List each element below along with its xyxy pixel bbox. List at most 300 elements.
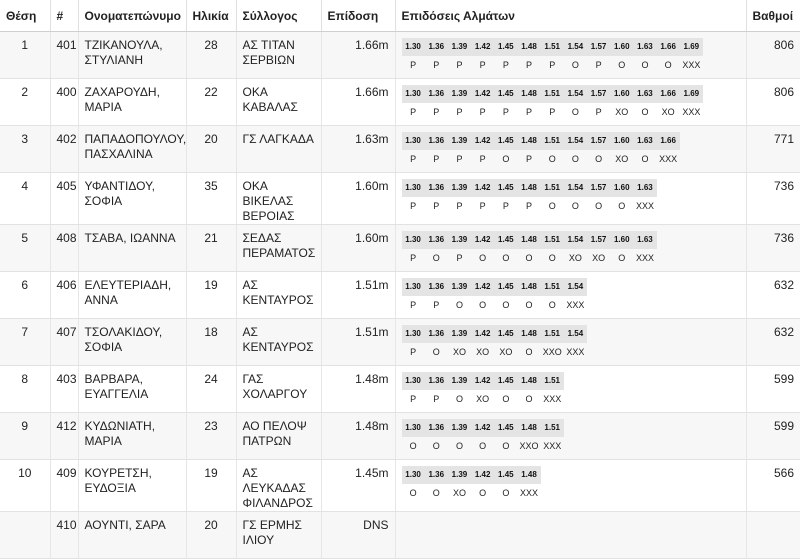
header-points: Βαθμοί xyxy=(746,0,800,32)
attempt-result: P xyxy=(456,154,463,164)
bib-value: 400 xyxy=(56,85,77,99)
attempt-height: 1.51 xyxy=(541,419,564,437)
attempt-result: P xyxy=(526,154,533,164)
table-row xyxy=(0,225,800,272)
attempt-result: P xyxy=(502,201,509,211)
attempt-height: 1.42 xyxy=(471,179,494,197)
attempt-height: 1.60 xyxy=(610,38,633,56)
club-name-line: ΑΣ xyxy=(242,278,258,292)
attempt-height: 1.63 xyxy=(633,85,656,103)
table-row xyxy=(0,126,800,173)
attempts-cell xyxy=(395,460,746,512)
bib-value: 410 xyxy=(56,518,77,532)
attempt-height: 1.39 xyxy=(448,231,471,249)
attempt-height: 1.30 xyxy=(402,231,425,249)
attempt-result: O xyxy=(502,394,510,404)
points-cell xyxy=(746,366,800,413)
attempt-result: P xyxy=(502,60,509,70)
attempt-height: 1.39 xyxy=(448,179,471,197)
attempt-height: 1.48 xyxy=(517,179,540,197)
age-value: 28 xyxy=(204,38,218,52)
athlete-name-lines xyxy=(85,419,180,449)
attempt-result: O xyxy=(502,441,510,451)
attempt-result: P xyxy=(410,253,417,263)
attempt-height: 1.66 xyxy=(657,38,680,56)
rank-cell xyxy=(0,272,50,319)
attempt-height: 1.57 xyxy=(587,179,610,197)
attempts-grid xyxy=(402,179,740,214)
header-name: Ονοματεπώνυμο xyxy=(78,0,186,32)
athlete-name-line: ΕΥΑΓΓΕΛΙΑ xyxy=(84,387,149,401)
age-value: 19 xyxy=(204,466,218,480)
age-cell xyxy=(186,126,236,173)
name-cell xyxy=(78,319,186,366)
attempt-result: O xyxy=(455,300,463,310)
rank-value: 6 xyxy=(21,278,29,292)
attempt-result: XO xyxy=(615,154,629,164)
mark-value: 1.63m xyxy=(355,132,389,146)
attempt-height: 1.42 xyxy=(471,325,494,343)
attempt-result: O xyxy=(641,107,649,117)
name-cell xyxy=(78,272,186,319)
attempt-heights xyxy=(402,38,740,56)
attempt-result: O xyxy=(595,201,603,211)
age-cell xyxy=(186,460,236,512)
attempt-result: O xyxy=(641,60,649,70)
header-rank: Θέση xyxy=(0,0,50,32)
rank-value: 5 xyxy=(21,231,29,245)
attempt-height: 1.39 xyxy=(448,466,471,484)
attempts-grid xyxy=(402,38,740,73)
club-name-lines xyxy=(243,179,315,224)
attempt-result: XO xyxy=(452,488,466,498)
table-row xyxy=(0,32,800,79)
attempt-results xyxy=(402,391,740,407)
attempt-height: 1.48 xyxy=(517,419,540,437)
attempt-height: 1.42 xyxy=(471,419,494,437)
age-value: 20 xyxy=(204,518,218,532)
club-name-line: ΚΕΝΤΑΥΡΟΣ xyxy=(242,293,314,307)
rank-value: 10 xyxy=(18,466,32,480)
rank-value: 1 xyxy=(21,38,29,52)
points-value: 632 xyxy=(773,278,794,292)
attempt-height: 1.30 xyxy=(402,466,425,484)
mark-cell xyxy=(321,225,395,272)
athlete-name-line: ΚΥΔΩΝΙΑΤΗ, xyxy=(84,419,156,433)
attempt-height: 1.63 xyxy=(633,38,656,56)
attempt-height: 1.42 xyxy=(471,372,494,390)
attempt-results xyxy=(402,250,740,266)
attempt-results xyxy=(402,104,740,120)
mark-cell xyxy=(321,319,395,366)
attempt-result: XXX xyxy=(659,154,678,164)
attempts-grid xyxy=(402,278,740,313)
athlete-name-lines xyxy=(85,518,180,533)
attempts-cell xyxy=(395,272,746,319)
attempt-result: XO xyxy=(476,347,490,357)
header-attempts: Επιδόσεις Αλμάτων xyxy=(395,0,746,32)
attempt-result: O xyxy=(618,60,626,70)
bib-cell xyxy=(50,32,78,79)
attempt-height: 1.57 xyxy=(587,132,610,150)
attempt-result: O xyxy=(548,154,556,164)
attempt-height: 1.51 xyxy=(541,179,564,197)
athlete-name-line: ΕΥΔΟΞΙΑ xyxy=(84,481,136,495)
bib-cell xyxy=(50,460,78,512)
athlete-name-line: ΖΑΧΑΡΟΥΔΗ, xyxy=(84,85,160,99)
athlete-name-line: ΣΟΦΙΑ xyxy=(84,340,123,354)
age-cell xyxy=(186,32,236,79)
attempt-height: 1.54 xyxy=(564,132,587,150)
table-row xyxy=(0,319,800,366)
athlete-name-lines xyxy=(85,466,180,496)
attempt-height: 1.45 xyxy=(494,179,517,197)
name-cell xyxy=(78,512,186,559)
attempts-grid xyxy=(402,85,740,120)
attempt-height: 1.54 xyxy=(564,85,587,103)
attempt-height: 1.60 xyxy=(610,85,633,103)
attempt-result: O xyxy=(479,300,487,310)
attempt-result: XXX xyxy=(566,300,585,310)
attempt-height: 1.48 xyxy=(517,372,540,390)
attempts-cell xyxy=(395,366,746,413)
attempt-result: P xyxy=(433,201,440,211)
bib-cell xyxy=(50,413,78,460)
attempt-height: 1.36 xyxy=(425,325,448,343)
attempts-grid xyxy=(402,132,740,167)
rank-cell xyxy=(0,32,50,79)
attempt-height: 1.51 xyxy=(541,372,564,390)
club-name-lines xyxy=(243,278,315,308)
attempt-result: O xyxy=(525,300,533,310)
attempt-height: 1.36 xyxy=(425,179,448,197)
attempt-results xyxy=(402,344,740,360)
name-cell xyxy=(78,173,186,225)
mark-cell xyxy=(321,460,395,512)
athlete-name-line: ΣΤΥΛΙΑΝΗ xyxy=(84,53,144,67)
attempt-result: XO xyxy=(592,253,606,263)
attempt-result: O xyxy=(409,441,417,451)
athlete-name-line: ΑΟΥΝΤΙ, ΣΑΡΑ xyxy=(84,518,166,532)
points-value: 806 xyxy=(773,38,794,52)
attempt-height: 1.36 xyxy=(425,85,448,103)
attempt-height: 1.63 xyxy=(633,132,656,150)
name-cell xyxy=(78,460,186,512)
athlete-name-line: ΕΛΕΥΤΕΡΙΑΔΗ, xyxy=(84,278,172,292)
attempt-height: 1.30 xyxy=(402,278,425,296)
mark-value: 1.60m xyxy=(355,231,389,245)
attempts-grid xyxy=(402,419,740,454)
rank-cell xyxy=(0,460,50,512)
club-name-line: ΓΣ ΛΑΓΚΑΔΑ xyxy=(242,132,314,146)
table-row xyxy=(0,272,800,319)
mark-cell xyxy=(321,366,395,413)
bib-cell xyxy=(50,79,78,126)
attempts-grid xyxy=(402,466,740,501)
club-name-lines xyxy=(243,132,315,147)
attempt-height: 1.54 xyxy=(564,278,587,296)
club-name-line: ΟΚΑ ΚΑΒΑΛΑΣ xyxy=(242,85,298,114)
header-club: Σύλλογος xyxy=(236,0,321,32)
athlete-name-line: ΚΟΥΡΕΤΣΗ, xyxy=(84,466,152,480)
rank-cell xyxy=(0,225,50,272)
age-value: 18 xyxy=(204,325,218,339)
attempt-result: XXX xyxy=(520,488,539,498)
attempt-height: 1.30 xyxy=(402,85,425,103)
rank-cell xyxy=(0,413,50,460)
attempt-height: 1.45 xyxy=(494,466,517,484)
rank-cell xyxy=(0,79,50,126)
athlete-name-lines xyxy=(85,179,180,209)
attempt-result: XXO xyxy=(519,441,539,451)
club-name-lines xyxy=(243,85,315,115)
attempt-height: 1.60 xyxy=(610,132,633,150)
age-value: 24 xyxy=(204,372,218,386)
table-row xyxy=(0,173,800,225)
attempt-height: 1.36 xyxy=(425,372,448,390)
bib-cell xyxy=(50,319,78,366)
bib-value: 408 xyxy=(56,231,77,245)
attempt-result: O xyxy=(502,253,510,263)
attempts-grid xyxy=(402,372,740,407)
attempt-result: O xyxy=(618,201,626,211)
attempt-result: P xyxy=(549,107,556,117)
table-row xyxy=(0,79,800,126)
rank-cell xyxy=(0,512,50,559)
club-name-lines xyxy=(243,231,315,261)
club-cell xyxy=(236,366,321,413)
attempt-result: XO xyxy=(476,394,490,404)
rank-value: 9 xyxy=(21,419,29,433)
rank-cell xyxy=(0,126,50,173)
attempt-result: O xyxy=(409,488,417,498)
attempt-height: 1.45 xyxy=(494,38,517,56)
attempt-height: 1.66 xyxy=(657,85,680,103)
attempt-heights xyxy=(402,179,740,197)
mark-value: 1.48m xyxy=(355,419,389,433)
attempt-result: O xyxy=(548,201,556,211)
attempt-heights xyxy=(402,85,740,103)
club-name-line: ΑΣ ΤΙΤΑΝ xyxy=(242,38,295,52)
rank-value: 7 xyxy=(21,325,29,339)
attempt-height: 1.39 xyxy=(448,419,471,437)
attempt-result: O xyxy=(571,60,579,70)
club-name-line: ΓΣ ΕΡΜΗΣ xyxy=(242,518,302,532)
attempt-height: 1.51 xyxy=(541,38,564,56)
points-cell xyxy=(746,460,800,512)
club-cell xyxy=(236,126,321,173)
bib-cell xyxy=(50,512,78,559)
attempt-height: 1.45 xyxy=(494,325,517,343)
attempt-height: 1.60 xyxy=(610,179,633,197)
attempt-height: 1.48 xyxy=(517,466,540,484)
attempt-result: P xyxy=(410,60,417,70)
attempt-height: 1.45 xyxy=(494,419,517,437)
club-cell xyxy=(236,460,321,512)
attempt-result: XXX xyxy=(682,107,701,117)
attempt-result: O xyxy=(432,441,440,451)
athlete-name-lines xyxy=(85,85,180,115)
points-cell xyxy=(746,319,800,366)
rank-value: 2 xyxy=(21,85,29,99)
attempt-result: O xyxy=(548,300,556,310)
attempt-heights xyxy=(402,278,740,296)
attempt-height: 1.45 xyxy=(494,231,517,249)
bib-cell xyxy=(50,173,78,225)
age-value: 19 xyxy=(204,278,218,292)
points-value: 736 xyxy=(773,179,794,193)
attempt-height: 1.30 xyxy=(402,179,425,197)
attempt-height: 1.54 xyxy=(564,179,587,197)
attempt-results xyxy=(402,198,740,214)
attempt-result: P xyxy=(410,347,417,357)
club-name-line: ΒΕΡΟΙΑΣ xyxy=(242,209,295,223)
attempt-result: P xyxy=(456,60,463,70)
attempt-height: 1.30 xyxy=(402,132,425,150)
attempt-height: 1.48 xyxy=(517,132,540,150)
athlete-name-line: ΤΖΙΚΑΝΟΥΛΑ, xyxy=(84,38,163,52)
attempt-height: 1.48 xyxy=(517,231,540,249)
attempt-result: XXX xyxy=(543,394,562,404)
club-name-line: ΙΛΙΟΥ xyxy=(242,533,275,547)
age-value: 20 xyxy=(204,132,218,146)
mark-cell xyxy=(321,79,395,126)
club-cell xyxy=(236,225,321,272)
club-name-line: ΣΕΔΑΣ xyxy=(242,231,282,245)
attempt-height: 1.69 xyxy=(680,38,703,56)
attempt-height: 1.66 xyxy=(657,132,680,150)
club-name-lines xyxy=(243,325,315,355)
name-cell xyxy=(78,366,186,413)
attempt-result: O xyxy=(455,394,463,404)
attempt-result: P xyxy=(433,154,440,164)
mark-value: DNS xyxy=(363,518,389,532)
points-value: 566 xyxy=(773,466,794,480)
bib-value: 412 xyxy=(56,419,77,433)
athlete-name-line: ΣΟΦΙΑ xyxy=(84,194,123,208)
attempt-height: 1.48 xyxy=(517,278,540,296)
attempt-height: 1.36 xyxy=(425,419,448,437)
points-cell xyxy=(746,225,800,272)
attempt-result: P xyxy=(433,60,440,70)
name-cell xyxy=(78,413,186,460)
attempt-result: XXX xyxy=(682,60,701,70)
attempt-result: P xyxy=(479,60,486,70)
club-name-line: ΟΚΑ ΒΙΚΕΛΑΣ xyxy=(242,179,294,208)
attempt-height: 1.30 xyxy=(402,38,425,56)
athlete-name-line: ΠΑΠΑΔΟΠΟΥΛΟΥ, xyxy=(84,132,187,146)
bib-value: 405 xyxy=(56,179,77,193)
age-cell xyxy=(186,512,236,559)
attempt-results xyxy=(402,57,740,73)
athlete-name-lines xyxy=(85,231,180,246)
attempt-heights xyxy=(402,325,740,343)
athlete-name-line: ΥΦΑΝΤΙΔΟΥ, xyxy=(84,179,155,193)
attempt-result: O xyxy=(595,154,603,164)
athlete-name-lines xyxy=(85,372,180,402)
athlete-name-line: ΤΣΟΛΑΚΙΔΟΥ, xyxy=(84,325,163,339)
mark-value: 1.51m xyxy=(355,325,389,339)
attempts-grid xyxy=(402,231,740,266)
attempts-cell xyxy=(395,126,746,173)
attempt-height: 1.54 xyxy=(564,231,587,249)
attempt-results xyxy=(402,438,740,454)
club-name-lines xyxy=(243,372,315,402)
points-value: 599 xyxy=(773,419,794,433)
attempt-result: O xyxy=(479,253,487,263)
points-cell xyxy=(746,413,800,460)
attempt-results xyxy=(402,485,740,501)
name-cell xyxy=(78,126,186,173)
mark-value: 1.45m xyxy=(355,466,389,480)
attempt-result: O xyxy=(432,488,440,498)
attempts-cell xyxy=(395,32,746,79)
attempt-result: O xyxy=(432,347,440,357)
bib-value: 402 xyxy=(56,132,77,146)
table-row xyxy=(0,512,800,559)
name-cell xyxy=(78,32,186,79)
bib-cell xyxy=(50,272,78,319)
attempt-result: P xyxy=(595,107,602,117)
attempt-result: P xyxy=(410,154,417,164)
attempt-height: 1.36 xyxy=(425,278,448,296)
mark-cell xyxy=(321,32,395,79)
attempt-height: 1.42 xyxy=(471,278,494,296)
attempt-height: 1.48 xyxy=(517,38,540,56)
attempt-height: 1.48 xyxy=(517,85,540,103)
attempt-result: XXX xyxy=(543,441,562,451)
attempt-height: 1.36 xyxy=(425,132,448,150)
attempt-result: O xyxy=(618,253,626,263)
club-name-lines xyxy=(243,38,315,68)
mark-cell xyxy=(321,413,395,460)
attempt-result: P xyxy=(433,300,440,310)
attempts-cell xyxy=(395,225,746,272)
attempt-result: P xyxy=(502,107,509,117)
bib-value: 401 xyxy=(56,38,77,52)
points-value: 599 xyxy=(773,372,794,386)
bib-value: 409 xyxy=(56,466,77,480)
attempt-result: P xyxy=(433,394,440,404)
attempt-result: P xyxy=(456,107,463,117)
bib-cell xyxy=(50,366,78,413)
attempt-height: 1.30 xyxy=(402,419,425,437)
attempt-result: O xyxy=(432,253,440,263)
attempt-result: P xyxy=(479,107,486,117)
club-cell xyxy=(236,272,321,319)
age-value: 21 xyxy=(204,231,218,245)
points-cell xyxy=(746,32,800,79)
attempt-result: O xyxy=(525,394,533,404)
attempt-result: XXX xyxy=(566,347,585,357)
attempt-height: 1.45 xyxy=(494,85,517,103)
mark-value: 1.60m xyxy=(355,179,389,193)
age-value: 22 xyxy=(204,85,218,99)
attempt-result: P xyxy=(410,201,417,211)
header-mark: Επίδοση xyxy=(321,0,395,32)
attempt-result: P xyxy=(526,201,533,211)
attempt-result: XXX xyxy=(635,201,654,211)
attempt-height: 1.63 xyxy=(633,179,656,197)
header-row xyxy=(0,0,800,32)
table-row xyxy=(0,460,800,512)
attempt-result: O xyxy=(664,60,672,70)
attempt-result: P xyxy=(526,60,533,70)
club-cell xyxy=(236,319,321,366)
mark-cell xyxy=(321,272,395,319)
attempt-result: O xyxy=(548,253,556,263)
age-cell xyxy=(186,173,236,225)
